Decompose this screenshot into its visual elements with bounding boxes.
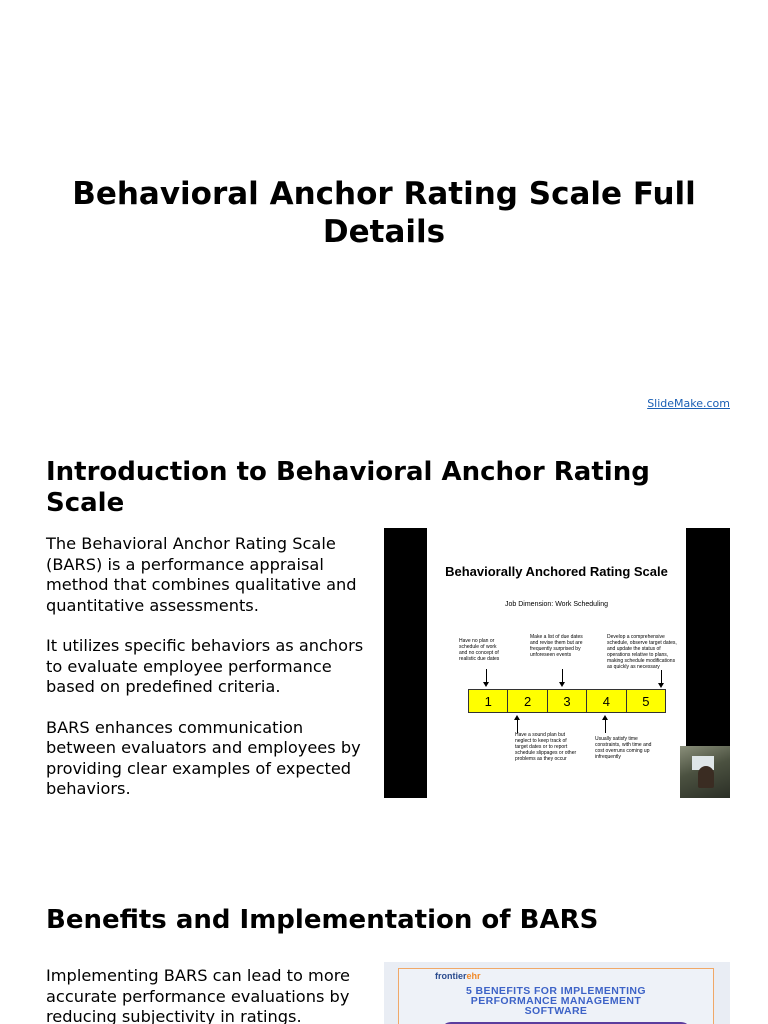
- webcam-thumbnail: [680, 746, 730, 798]
- anchor-text-top-5: Develop a comprehensive schedule, observe target dates, and update the status of operations relative to plans, making schedule modifications as quickly as necessary: [607, 634, 677, 670]
- section-heading-introduction: [46, 457, 686, 519]
- arrow-up-icon: [605, 717, 606, 733]
- paragraph: BARS enhances communication between evaluators and employees by providing clear examples of expected behaviors.: [46, 717, 361, 798]
- anchor-text-bottom-2: Have a sound plan but neglect to keep track of target dates or to report schedule slippages or other problems as they occur: [515, 732, 577, 762]
- scale-cell-3: 3: [548, 690, 587, 712]
- anchor-text-top-3: Make a list of due dates and revise them but are frequently surprised by unforeseen events: [530, 634, 583, 658]
- arrow-down-icon: [562, 669, 563, 685]
- scale-cell-5: 5: [627, 690, 665, 712]
- benefits-infographic-image: [384, 962, 730, 1024]
- scale-cell-1: 1: [469, 690, 508, 712]
- scale-cell-4: 4: [587, 690, 626, 712]
- section-heading-benefits: Benefits and Implementation of BARS: [46, 905, 599, 935]
- brand-main: frontier: [435, 971, 467, 981]
- anchor-text-bottom-4: Usually satisfy time constraints, with time and cost overruns coming up infrequently: [595, 736, 652, 760]
- headline-line1: 5 BENEFITS FOR IMPLEMENTING: [466, 985, 646, 997]
- introduction-text: [46, 534, 378, 820]
- paragraph: Implementing BARS can lead to more accurate performance evaluations by reducing subjectivity in ratings.: [46, 966, 350, 1024]
- bars-slide: [427, 528, 686, 798]
- bars-diagram-image: [384, 528, 730, 798]
- page-title: [40, 175, 728, 251]
- headline-line2: PERFORMANCE MANAGEMENT: [470, 995, 642, 1007]
- slidemake-link[interactable]: SlideMake.com: [647, 397, 730, 410]
- frontierehr-logo: [435, 971, 481, 981]
- paragraph: The Behavioral Anchor Rating Scale (BARS) is a performance appraisal method that combines qualitative and quantitative assessments.: [46, 534, 357, 615]
- section-heading-line1: Introduction to Behavioral Anchor Rating: [46, 457, 650, 487]
- bars-image-title: Behaviorally Anchored Rating Scale: [445, 564, 668, 579]
- headline-line3: SOFTWARE: [524, 1005, 588, 1017]
- arrow-up-icon: [517, 717, 518, 733]
- infographic-headline: [427, 986, 685, 1016]
- brand-accent: ehr: [466, 971, 481, 981]
- benefits-infographic-frame: [398, 968, 714, 1024]
- benefits-text: [46, 966, 378, 1024]
- scale-cell-2: 2: [508, 690, 547, 712]
- rating-scale: [468, 689, 666, 713]
- bars-job-dimension: Job Dimension: Work Scheduling: [505, 601, 608, 608]
- paragraph: It utilizes specific behaviors as anchors to evaluate employee performance based on predefined criteria.: [46, 636, 364, 696]
- page-title-line1: Behavioral Anchor Rating Scale Full: [72, 176, 696, 212]
- arrow-down-icon: [486, 669, 487, 685]
- anchor-text-top-1: Have no plan or schedule of work and no concept of realistic due dates: [459, 638, 500, 662]
- page-title-line2: Details: [322, 214, 446, 250]
- arrow-down-icon: [661, 670, 662, 686]
- section-heading-line2: Scale: [46, 488, 125, 518]
